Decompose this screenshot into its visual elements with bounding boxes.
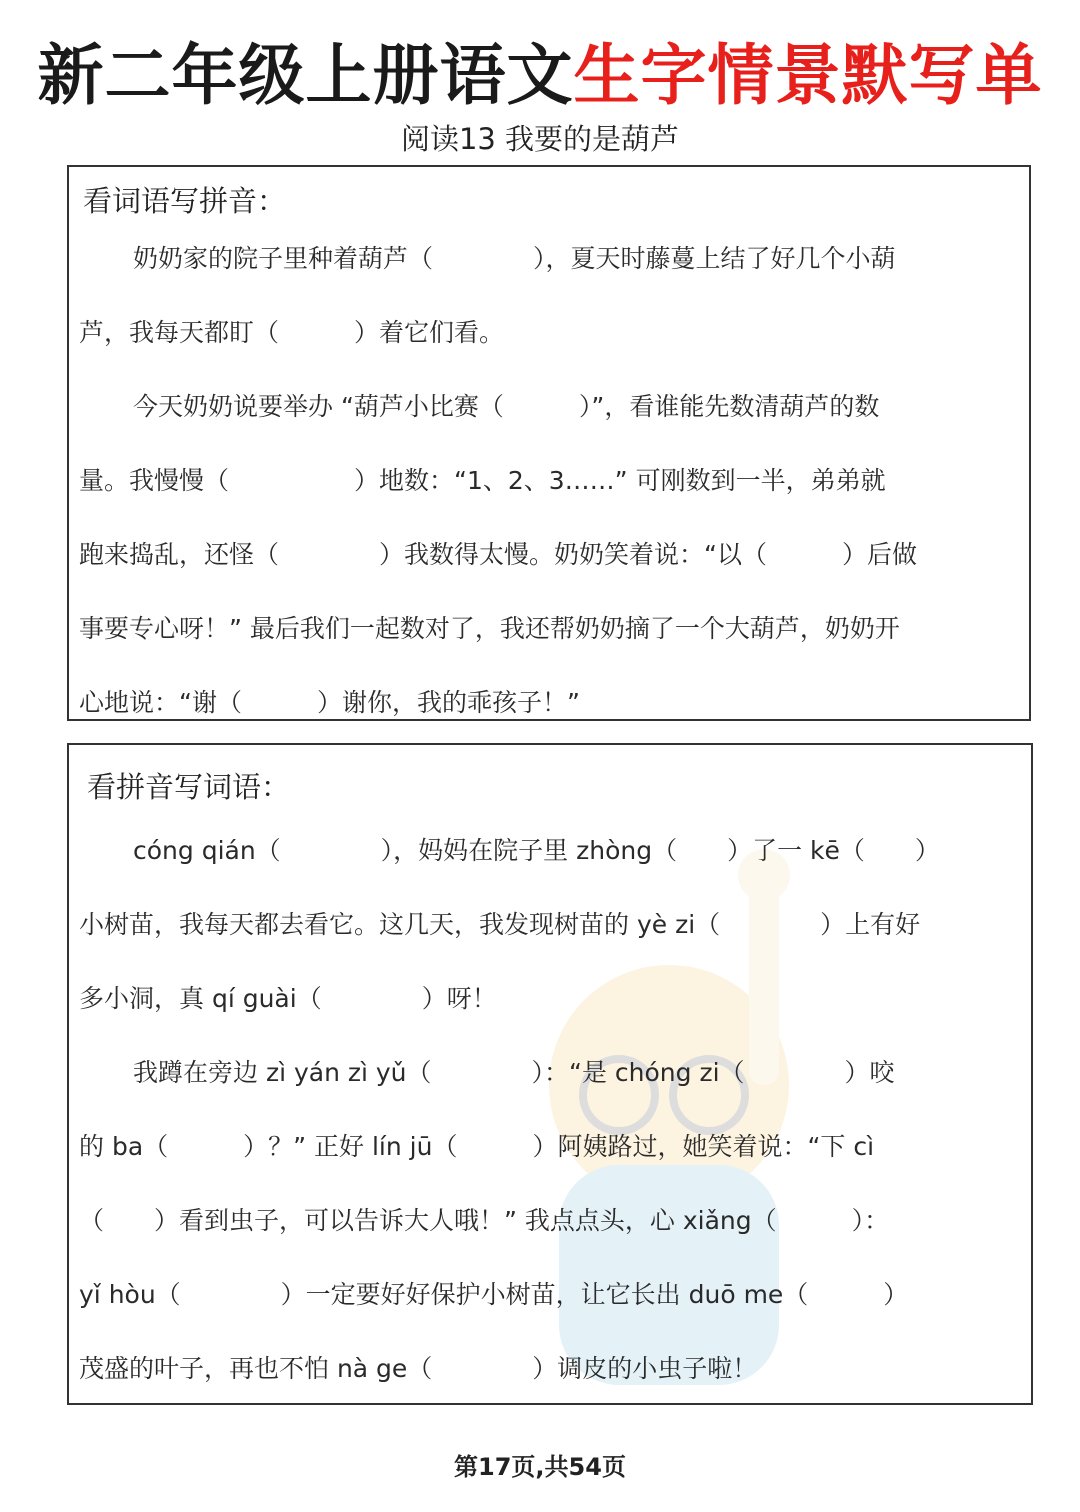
text-line-content: 我蹲在旁边 zì yán zì yǔ（ ）：“是 chóng zi（ ）咬 — [133, 1058, 895, 1087]
section-pinyin-to-words — [67, 743, 1033, 1405]
section-heading: 看拼音写词语： — [87, 770, 291, 804]
title-part-1: 新二年级上册语文 — [37, 37, 574, 114]
text-line — [79, 1275, 1013, 1315]
text-line — [79, 461, 1011, 501]
page-number: 第17页,共54页 — [454, 1453, 626, 1481]
text-line — [79, 979, 1013, 1019]
text-line-content: 心地说：“谢（ ）谢你，我的乖孩子！” — [79, 688, 580, 717]
text-line — [79, 1349, 1013, 1389]
title-part-2: 生字情景默写单 — [573, 37, 1043, 114]
section-words-to-pinyin — [67, 165, 1031, 721]
text-line — [133, 239, 1011, 279]
text-line-content: 今天奶奶说要举办 “葫芦小比赛（ ）”，看谁能先数清葫芦的数 — [133, 392, 880, 421]
text-line-content: 量。我慢慢（ ）地数：“1、2、3……” 可刚数到一半，弟弟就 — [79, 466, 886, 495]
section-heading: 看词语写拼音： — [83, 184, 287, 218]
text-line-content: 多小洞，真 qí guài（ ）呀！ — [79, 984, 497, 1013]
text-line-content: yǐ hòu（ ）一定要好好保护小树苗，让它长出 duō me（ ） — [79, 1280, 909, 1309]
text-line — [133, 831, 1013, 871]
text-line — [79, 1201, 1013, 1241]
text-line — [79, 609, 1011, 649]
text-line-content: 茂盛的叶子，再也不怕 nà ge（ ）调皮的小虫子啦！ — [79, 1354, 758, 1383]
text-line — [133, 387, 1011, 427]
text-line-content: 小树苗，我每天都去看它。这几天，我发现树苗的 yè zi（ ）上有好 — [79, 910, 921, 939]
text-line — [79, 1127, 1013, 1167]
text-line-content: 事要专心呀！” 最后我们一起数对了，我还帮奶奶摘了一个大葫芦，奶奶开 — [79, 614, 900, 643]
lesson-subtitle: 阅读13 我要的是葫芦 — [400, 122, 680, 156]
text-line-content: （ ）看到虫子，可以告诉大人哦！” 我点点头，心 xiǎng（ ）： — [79, 1206, 890, 1235]
text-line — [79, 905, 1013, 945]
text-line-content: 的 ba（ ）？” 正好 lín jū（ ）阿姨路过，她笑着说：“下 cì — [79, 1132, 875, 1161]
text-line-content: 跑来捣乱，还怪（ ）我数得太慢。奶奶笑着说：“以（ ）后做 — [79, 540, 917, 569]
text-line — [79, 683, 1011, 723]
page-title — [0, 34, 1080, 118]
text-line — [133, 1053, 1013, 1093]
text-line-content: 芦，我每天都盯（ ）着它们看。 — [79, 318, 505, 347]
text-line — [79, 313, 1011, 353]
text-line-content: cóng qián（ ），妈妈在院子里 zhòng（ ）了一 kē（ ） — [133, 836, 940, 865]
text-line-content: 奶奶家的院子里种着葫芦（ ），夏天时藤蔓上结了好几个小葫 — [133, 244, 896, 273]
text-line — [79, 535, 1011, 575]
